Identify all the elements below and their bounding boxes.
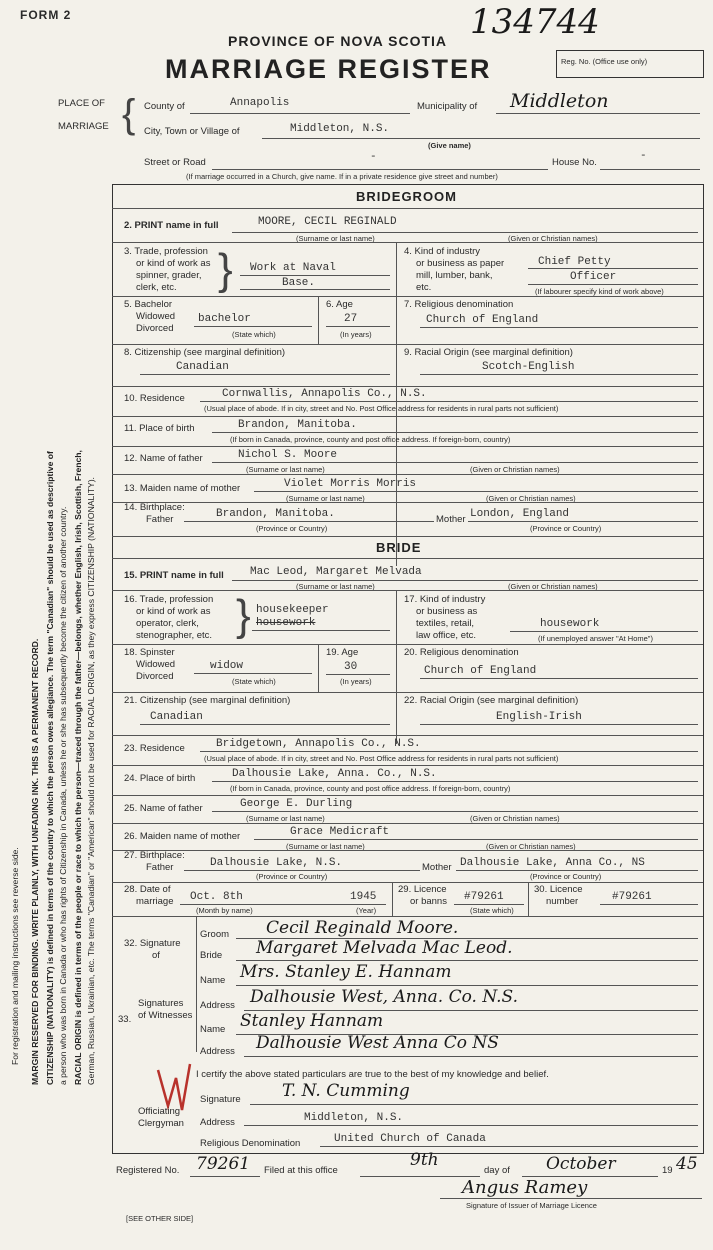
marriage-date: Oct. 8th <box>190 891 243 903</box>
groom-state-caption: (State which) <box>232 330 276 339</box>
groom-residence: Cornwallis, Annapolis Co., N.S. <box>222 388 427 400</box>
bride-parents-birthplace-label: 27. Birthplace: <box>124 850 185 861</box>
marriage-date-label: 28. Date of marriage <box>124 884 174 907</box>
place-note: (If marriage occurred in a Church, give name. If in a private residence give street and number) <box>186 172 498 181</box>
margin-line-6: German, Russian, Ukrainian, etc. The terms "Canadian" or "American" should not be used for RACIAL ORIGIN, as they express CITIZENSHIP (NATIONALITY). <box>86 477 96 1085</box>
groom-father-word: Father <box>146 514 174 525</box>
w2-name: Stanley Hannam <box>240 1011 384 1031</box>
bridegroom-heading: BRIDEGROOM <box>356 189 457 204</box>
groom-trade-1: Work at Naval <box>250 262 336 274</box>
municipality-label: Municipality of <box>417 101 478 112</box>
groom-father: Nichol S. Moore <box>238 449 338 461</box>
bride-trade-1: housekeeper <box>256 604 329 616</box>
bride-name-label: 15. PRINT name in full <box>124 570 224 581</box>
year-caption: (Year) <box>356 906 377 915</box>
groom-father-birth: Brandon, Manitoba. <box>216 508 335 520</box>
margin-line-2: MARGIN RESERVED FOR BINDING. WRITE PLAINLY, WITH UNFADING INK. THIS IS A PERMANENT RECORD. <box>30 638 40 1085</box>
house-value: - <box>640 150 647 162</box>
brace: { <box>122 92 136 136</box>
licence-state-caption: (State which) <box>470 906 514 915</box>
margin-line-5: RACIAL ORIGIN is defined in terms of the people or race to which the person—traced through the father—belongs, whether English, Irish, Scottish, French, <box>73 450 83 1085</box>
groom-surname-caption: (Surname or last name) <box>296 234 375 243</box>
licence-number-label: 30. Licence number <box>534 884 583 907</box>
bride-mother-birth: Dalhousie Lake, Anna Co., NS <box>460 857 645 869</box>
county-label: County of <box>144 101 185 112</box>
province-title: PROVINCE OF NOVA SCOTIA <box>228 33 448 49</box>
groom-trade-2: Base. <box>282 277 316 289</box>
w1-address: Dalhousie West, Anna. Co. N.S. <box>250 987 518 1007</box>
groom-mother-word: Mother <box>436 514 466 525</box>
bride-years-caption: (In years) <box>340 677 372 686</box>
registered-label: Registered No. <box>116 1165 180 1176</box>
bride-father-surname-caption: (Surname or last name) <box>246 814 325 823</box>
reg-no-box: Reg. No. (Office use only) <box>556 50 704 78</box>
clergy-address-label: Address <box>200 1117 235 1128</box>
groom-status-label: 5. Bachelor Widowed Divorced <box>124 299 176 334</box>
groom-status: bachelor <box>198 313 251 325</box>
groom-mother-surname-caption: (Surname or last name) <box>286 494 365 503</box>
religious-denomination-label: Religious Denomination <box>200 1138 301 1149</box>
groom-industry-caption: (If labourer specify kind of work above) <box>535 287 664 296</box>
bride-status: widow <box>210 660 244 672</box>
marriage-year: 1945 <box>350 891 377 903</box>
bride-racial: English-Irish <box>496 711 582 723</box>
bride-father-word: Father <box>146 862 174 873</box>
year-prefix: 19 <box>662 1165 673 1176</box>
bride-father-given-caption: (Given or Christian names) <box>470 814 560 823</box>
bride-given-caption: (Given or Christian names) <box>508 582 598 591</box>
clergy-address: Middleton, N.S. <box>304 1112 404 1124</box>
filed-year: 45 <box>676 1154 698 1174</box>
licence-number: #79261 <box>612 891 652 903</box>
groom-father-surname-caption: (Surname or last name) <box>246 465 325 474</box>
groom-industry-2: Officer <box>570 271 617 283</box>
bride-religion-label: 20. Religious denomination <box>404 647 519 658</box>
groom-age-label: 6. Age <box>326 299 353 310</box>
groom-racial: Scotch-English <box>482 361 575 373</box>
margin-line-4: a person who was born in Canada or who has rights of Citizenship in Canada, unless he or she has subsequently become the citizen of another country. <box>58 506 68 1085</box>
bride-birthplace-label: 24. Place of birth <box>124 773 196 784</box>
bride-signature: Margaret Melvada Mac Leod. <box>256 938 513 958</box>
filed-label: Filed at this office <box>264 1165 338 1176</box>
issuer-signature: Angus Ramey <box>462 1177 588 1198</box>
bride-father-birth: Dalhousie Lake, N.S. <box>210 857 343 869</box>
day-of-label: day of <box>484 1165 510 1176</box>
bride-racial-label: 22. Racial Origin (see marginal definition) <box>404 695 579 706</box>
municipality-value: Middleton <box>510 90 609 112</box>
groom-trade-label: 3. Trade, profession or kind of work as spinner, grader, clerk, etc. <box>124 246 211 293</box>
bride-citizenship: Canadian <box>150 711 203 723</box>
bride-birthplace: Dalhousie Lake, Anna. Co., N.S. <box>232 768 437 780</box>
give-name-caption: (Give name) <box>428 141 471 150</box>
margin-line-1: For registration and mailing instructions see reverse side. <box>10 847 20 1065</box>
groom-mother: Violet Morris Morris <box>284 478 417 490</box>
marriage-register-document: FORM 2 134744 PROVINCE OF NOVA SCOTIA MARRIAGE REGISTER Reg. No. (Office use only) PLACE OF MARRIAGE { County of Annapolis Municipality of Middleton City, Town or Village of Middleton, N.S. (Give name) Street or Road - House No. - (If marriage occurred in a Church, give name. If in a private residence give street and number) For registration and mailing instructions see reverse side. MARGIN RESERVED FOR BINDING. WRITE PLAINLY, WITH UNFADING INK. THIS IS A PERMANENT RECORD. CITIZENSHIP (NATIONALITY) is defined in terms of the country to which the person owes allegiance. The term "Canadian" should be used as descriptive of a person who was born in Canada or who has rights of Citizenship in Canada, unless he or she has subsequently become the citizen of another country. RACIAL ORIGIN is defined in terms of the people or race to which the person—traced through the father—belongs, whether English, Irish, Scottish, French, German, Russian, Ukrainian, etc. The terms "Canadian" or "American" should not be used for RACIAL ORIGIN, as they express CITIZENSHIP (NATIONALITY). BRIDEGROOM 2. PRINT name in full MOORE, CECIL REGINALD (Surname or last name) (Given or Christian names) 3. Trade, profession or kind of work as spinner, grader, clerk, etc. } Work at Naval Base. 4. Kind of industry or business as paper mill, lumber, bank, etc. Chief Petty Officer (If labourer specify kind of work above) 5. Bachelor Widowed Divorced bachelor (State which) 6. Age 27 (In years) 7. Religious denomination Church of England 8. Citizenship (see marginal definition) Canadian 9. Racial Origin (see marginal definition) Scotch-English 10. Residence Cornwallis, Annapolis Co., N.S. (Usual place of abode. If in city, street and No. Post Office address for residents in rural parts not sufficient) 11. Place of birth Brandon, Manitoba. (If born in Canada, province, county and post office address. If foreign-born, country) 12. Name of father Nichol S. Moore (Surname or last name) (Given or Christian names) 13. Maiden name of mother Violet Morris Morris (Surname or last name) (Given or Christian names) 14. Birthplace: Father Brandon, Manitoba. Mother London, England (Province or Country) (Province or Country) BRIDE 15. PRINT name in full Mac Leod, Margaret Melvada (Surname or last name) (Given or Christian names) 16. Trade, profession or kind of work as operator, clerk, stenographer, etc. } housekeeper housework 17. Kind of industry or business as textiles, retail, law office, etc. housework (If unemployed answer "At Home") 18. Spinster Widowed Divorced widow (State which) 19. Age 30 (In years) 20. Religious denomination Church of England 21. Citizenship (see marginal definition) Canadian 22. Racial Origin (see marginal definition) English-Irish 23. Residence Bridgetown, Annapolis Co., N.S. (Usual place of abode. If in city, street and No. Post Office address for residents in rural parts not sufficient) 24. Place of birth Dalhousie Lake, Anna. Co., N.S. (If born in Canada, province, county and post office address. If foreign-born, country) 25. Name of father George E. Durling (Surname or last name) (Given or Christian names) 26. Maiden name of mother Grace Medicraft (Surname or last name) (Given or Christian names) 27. Birthplace: Father Dalhousie Lake, N.S. Mother Dalhousie Lake, Anna Co., NS (Province or Country) (Province or Country) 28. Date of marriage Oct. 8th 1945 (Month by name) (Year) 29. Licence or banns #79261 (State which) 30. Licence number #79261 32. Signature of Groom Cecil Reginald Moore. Bride Margaret Melvada Mac Leod. Signatures of Witnesses 33. Name Mrs. Stanley E. Hannam Address Dalhousie West, Anna. Co. N.S. Name Stanley Hannam Address Dalhousie West Anna Co NS I certify the above stated particulars are true to the best of my knowledge and belief. Officiating Clergyman Signature T. N. Cumming Address Middleton, N.S. Religious Denomination United Church of Canada Registered No. 79261 Filed at this office 9th day of October 19 45 Angus Ramey Signature of Issuer of Marriage Licence [SEE OTHER SIDE] <box>0 0 713 1250</box>
see-other-side: [SEE OTHER SIDE] <box>126 1214 194 1223</box>
bride-trade-label: 16. Trade, profession or kind of work as operator, clerk, stenographer, etc. <box>124 594 214 641</box>
bride-father: George E. Durling <box>240 798 353 810</box>
groom-mother-birth: London, England <box>470 508 570 520</box>
bride-residence: Bridgetown, Annapolis Co., N.S. <box>216 738 421 750</box>
groom-age: 27 <box>344 313 358 325</box>
clergy-signature: T. N. Cumming <box>282 1081 410 1101</box>
groom-industry-1: Chief Petty <box>538 256 611 268</box>
signature-of-label: 32. Signature of <box>124 938 181 961</box>
clergy-denomination: United Church of Canada <box>334 1133 486 1145</box>
groom-birth-caption: (If born in Canada, province, county and post office address. If foreign-born, country) <box>230 435 511 444</box>
w1-name: Mrs. Stanley E. Hannam <box>240 962 452 982</box>
bride-residence-caption: (Usual place of abode. If in city, street and No. Post Office address for residents in rural parts not sufficient) <box>204 754 559 763</box>
bride-heading: BRIDE <box>376 540 422 555</box>
bride-trade-2: housework <box>256 617 316 629</box>
filed-month: October <box>546 1154 616 1174</box>
groom-mother-prov-caption: (Province or Country) <box>530 524 602 533</box>
bride-industry-caption: (If unemployed answer "At Home") <box>538 634 653 643</box>
bride-age-label: 19. Age <box>326 647 359 658</box>
groom-name-label: 2. PRINT name in full <box>124 220 219 231</box>
groom-given-caption: (Given or Christian names) <box>508 234 598 243</box>
registration-number: 134744 <box>470 2 600 42</box>
witnesses-number: 33. <box>118 1014 132 1025</box>
bride-industry: housework <box>540 618 600 630</box>
licence-banns: #79261 <box>464 891 504 903</box>
groom-religion-label: 7. Religious denomination <box>404 299 514 310</box>
bride-father-label: 25. Name of father <box>124 803 203 814</box>
groom-birthplace: Brandon, Manitoba. <box>238 419 357 431</box>
groom-religion: Church of England <box>426 314 539 326</box>
groom-citizenship-label: 8. Citizenship (see marginal definition) <box>124 347 286 358</box>
groom-signature: Cecil Reginald Moore. <box>266 918 459 938</box>
bride-state-caption: (State which) <box>232 677 276 686</box>
groom-residence-label: 10. Residence <box>124 393 185 404</box>
county-value: Annapolis <box>230 97 290 109</box>
bride-mother-given-caption: (Given or Christian names) <box>486 842 576 851</box>
page-title: MARRIAGE REGISTER <box>165 54 492 84</box>
officiating-clergyman-label: Officiating Clergyman <box>138 1106 184 1129</box>
groom-racial-label: 9. Racial Origin (see marginal definition) <box>404 347 573 358</box>
w2-name-label: Name <box>200 1024 226 1035</box>
city-label: City, Town or Village of <box>144 126 240 137</box>
city-value: Middleton, N.S. <box>290 123 390 135</box>
street-value: - <box>370 151 377 163</box>
bride-mother-surname-caption: (Surname or last name) <box>286 842 365 851</box>
groom-birthplace-label: 11. Place of birth <box>124 423 195 434</box>
bride-religion: Church of England <box>424 665 537 677</box>
bride-father-prov-caption: (Province or Country) <box>256 872 328 881</box>
bride-status-label: 18. Spinster Widowed Divorced <box>124 647 176 682</box>
groom-mother-label: 13. Maiden name of mother <box>124 483 241 494</box>
margin-line-3: CITIZENSHIP (NATIONALITY) is defined in terms of the country to which the person owes allegiance. The term "Canadian" should be used as descriptive of <box>45 451 55 1085</box>
issuer-caption: Signature of Issuer of Marriage Licence <box>466 1201 597 1210</box>
bride-age: 30 <box>344 661 358 673</box>
witnesses-label: Signatures of Witnesses <box>138 998 193 1021</box>
bride-surname-caption: (Surname or last name) <box>296 582 375 591</box>
house-label: House No. <box>552 157 597 168</box>
groom-citizenship: Canadian <box>176 361 229 373</box>
bride-residence-label: 23. Residence <box>124 743 185 754</box>
registered-number: 79261 <box>196 1154 251 1174</box>
month-caption: (Month by name) <box>196 906 253 915</box>
street-label: Street or Road <box>144 157 206 168</box>
groom-residence-caption: (Usual place of abode. If in city, street and No. Post Office address for residents in rural parts not sufficient) <box>204 404 559 413</box>
clergy-signature-label: Signature <box>200 1094 241 1105</box>
marriage-label: MARRIAGE <box>58 121 109 132</box>
licence-banns-label: 29. Licence or banns <box>398 884 447 907</box>
groom-father-prov-caption: (Province or Country) <box>256 524 328 533</box>
groom-father-label: 12. Name of father <box>124 453 203 464</box>
place-of-label: PLACE OF <box>58 98 105 109</box>
form-number: FORM 2 <box>20 8 72 22</box>
bride-mother-word: Mother <box>422 862 452 873</box>
groom-years-caption: (In years) <box>340 330 372 339</box>
bride-birth-caption: (If born in Canada, province, county and post office address. If foreign-born, country) <box>230 784 511 793</box>
filed-day: 9th <box>410 1150 439 1170</box>
groom-parents-birthplace-label: 14. Birthplace: <box>124 502 185 513</box>
bride-sig-label: Bride <box>200 950 223 961</box>
w1-name-label: Name <box>200 975 226 986</box>
groom-industry-label: 4. Kind of industry or business as paper mill, lumber, bank, etc. <box>404 246 505 293</box>
bride-mother: Grace Medicraft <box>290 826 390 838</box>
w2-address-label: Address <box>200 1046 235 1057</box>
bride-citizenship-label: 21. Citizenship (see marginal definition) <box>124 695 291 706</box>
w2-address: Dalhousie West Anna Co NS <box>256 1033 499 1053</box>
w1-address-label: Address <box>200 1000 235 1011</box>
bride-mother-prov-caption: (Province or Country) <box>530 872 602 881</box>
bride-industry-label: 17. Kind of industry or business as textiles, retail, law office, etc. <box>404 594 486 641</box>
groom-sig-label: Groom <box>200 929 230 940</box>
bride-mother-label: 26. Maiden name of mother <box>124 831 241 842</box>
groom-mother-given-caption: (Given or Christian names) <box>486 494 576 503</box>
groom-father-given-caption: (Given or Christian names) <box>470 465 560 474</box>
bride-name: Mac Leod, Margaret Melvada <box>250 566 422 578</box>
certify-statement: I certify the above stated particulars are true to the best of my knowledge and belief. <box>196 1069 549 1080</box>
groom-name: MOORE, CECIL REGINALD <box>258 216 397 228</box>
